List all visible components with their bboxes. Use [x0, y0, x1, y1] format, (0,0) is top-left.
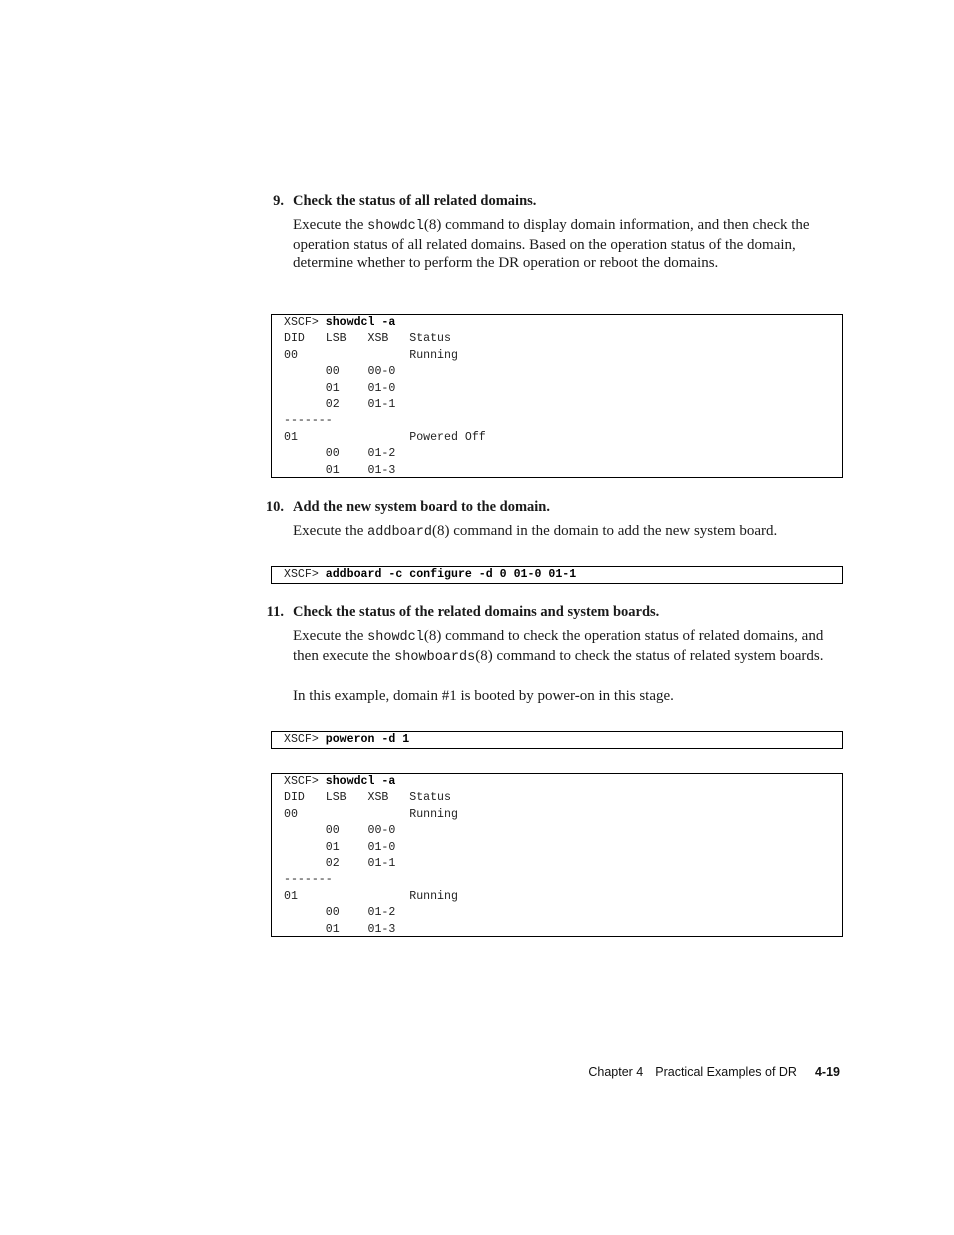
code-line: 01 01-0: [284, 381, 396, 395]
code-command: addboard -c configure -d 0 01-0 01-1: [325, 568, 577, 581]
code-line: -------: [284, 873, 333, 887]
command-name: showdcl: [367, 630, 424, 645]
command-name: addboard: [367, 525, 432, 540]
code-prompt: XSCF>: [284, 775, 326, 788]
code-line: 01 Powered Off: [284, 430, 486, 444]
step-title: Add the new system board to the domain.: [293, 499, 550, 515]
footer-chapter-title: Practical Examples of DR: [655, 1065, 797, 1079]
code-line: 01 01-3: [284, 922, 396, 936]
code-line: 00 01-2: [284, 447, 396, 461]
code-block-poweron: [271, 731, 843, 749]
step-11-paragraph: Execute the showdcl(8) command to check the operation status of related domains, and then execute the showboards(8) command to check the status of related system boards.: [293, 628, 824, 665]
step-number: 9.: [273, 193, 284, 209]
code-command: showdcl -a: [325, 316, 396, 329]
code-line: 00 00-0: [284, 365, 396, 379]
code-command: showdcl -a: [325, 775, 396, 788]
code-line: DID LSB XSB Status: [284, 791, 451, 805]
footer-chapter: Chapter 4: [588, 1065, 644, 1079]
step-10-heading: [265, 498, 550, 516]
step-title: Check the status of all related domains.: [293, 193, 537, 209]
code-prompt: XSCF>: [284, 568, 326, 581]
step-number: 10.: [265, 499, 284, 515]
code-line: 02 01-1: [284, 398, 396, 412]
code-line: -------: [284, 414, 333, 428]
code-block-showdcl-result: [271, 773, 843, 937]
step-11-heading: [266, 603, 660, 621]
step-9-heading: [273, 192, 537, 210]
code-block-showdcl: [271, 314, 843, 478]
code-line: 00 01-2: [284, 906, 396, 920]
code-line: 00 Running: [284, 348, 458, 362]
step-11-example-note: In this example, domain #1 is booted by power-on in this stage.: [293, 688, 674, 704]
code-prompt: XSCF>: [284, 316, 326, 329]
code-line: 00 00-0: [284, 824, 396, 838]
page-footer: [588, 1064, 840, 1080]
step-title: Check the status of the related domains and system boards.: [293, 604, 660, 620]
command-name: showdcl: [367, 219, 424, 234]
code-line: DID LSB XSB Status: [284, 332, 451, 346]
command-name: showboards: [394, 650, 476, 665]
code-line: 00 Running: [284, 807, 458, 821]
code-line: 01 Running: [284, 889, 458, 903]
code-line: 02 01-1: [284, 857, 396, 871]
code-block-addboard: [271, 566, 843, 584]
code-line: 01 01-0: [284, 840, 396, 854]
step-number: 11.: [266, 604, 284, 620]
code-line: 01 01-3: [284, 463, 396, 477]
code-command: poweron -d 1: [325, 733, 410, 746]
step-10-paragraph: Execute the addboard(8) command in the domain to add the new system board.: [293, 523, 778, 540]
page-number: 4-19: [814, 1065, 840, 1079]
code-prompt: XSCF>: [284, 733, 326, 746]
step-9-paragraph: Execute the showdcl(8) command to display domain information, and then check the operation status of all related domains. Based on the operation status of the domain, determine whether to perform the DR operation or reboot the domains.: [293, 217, 810, 271]
